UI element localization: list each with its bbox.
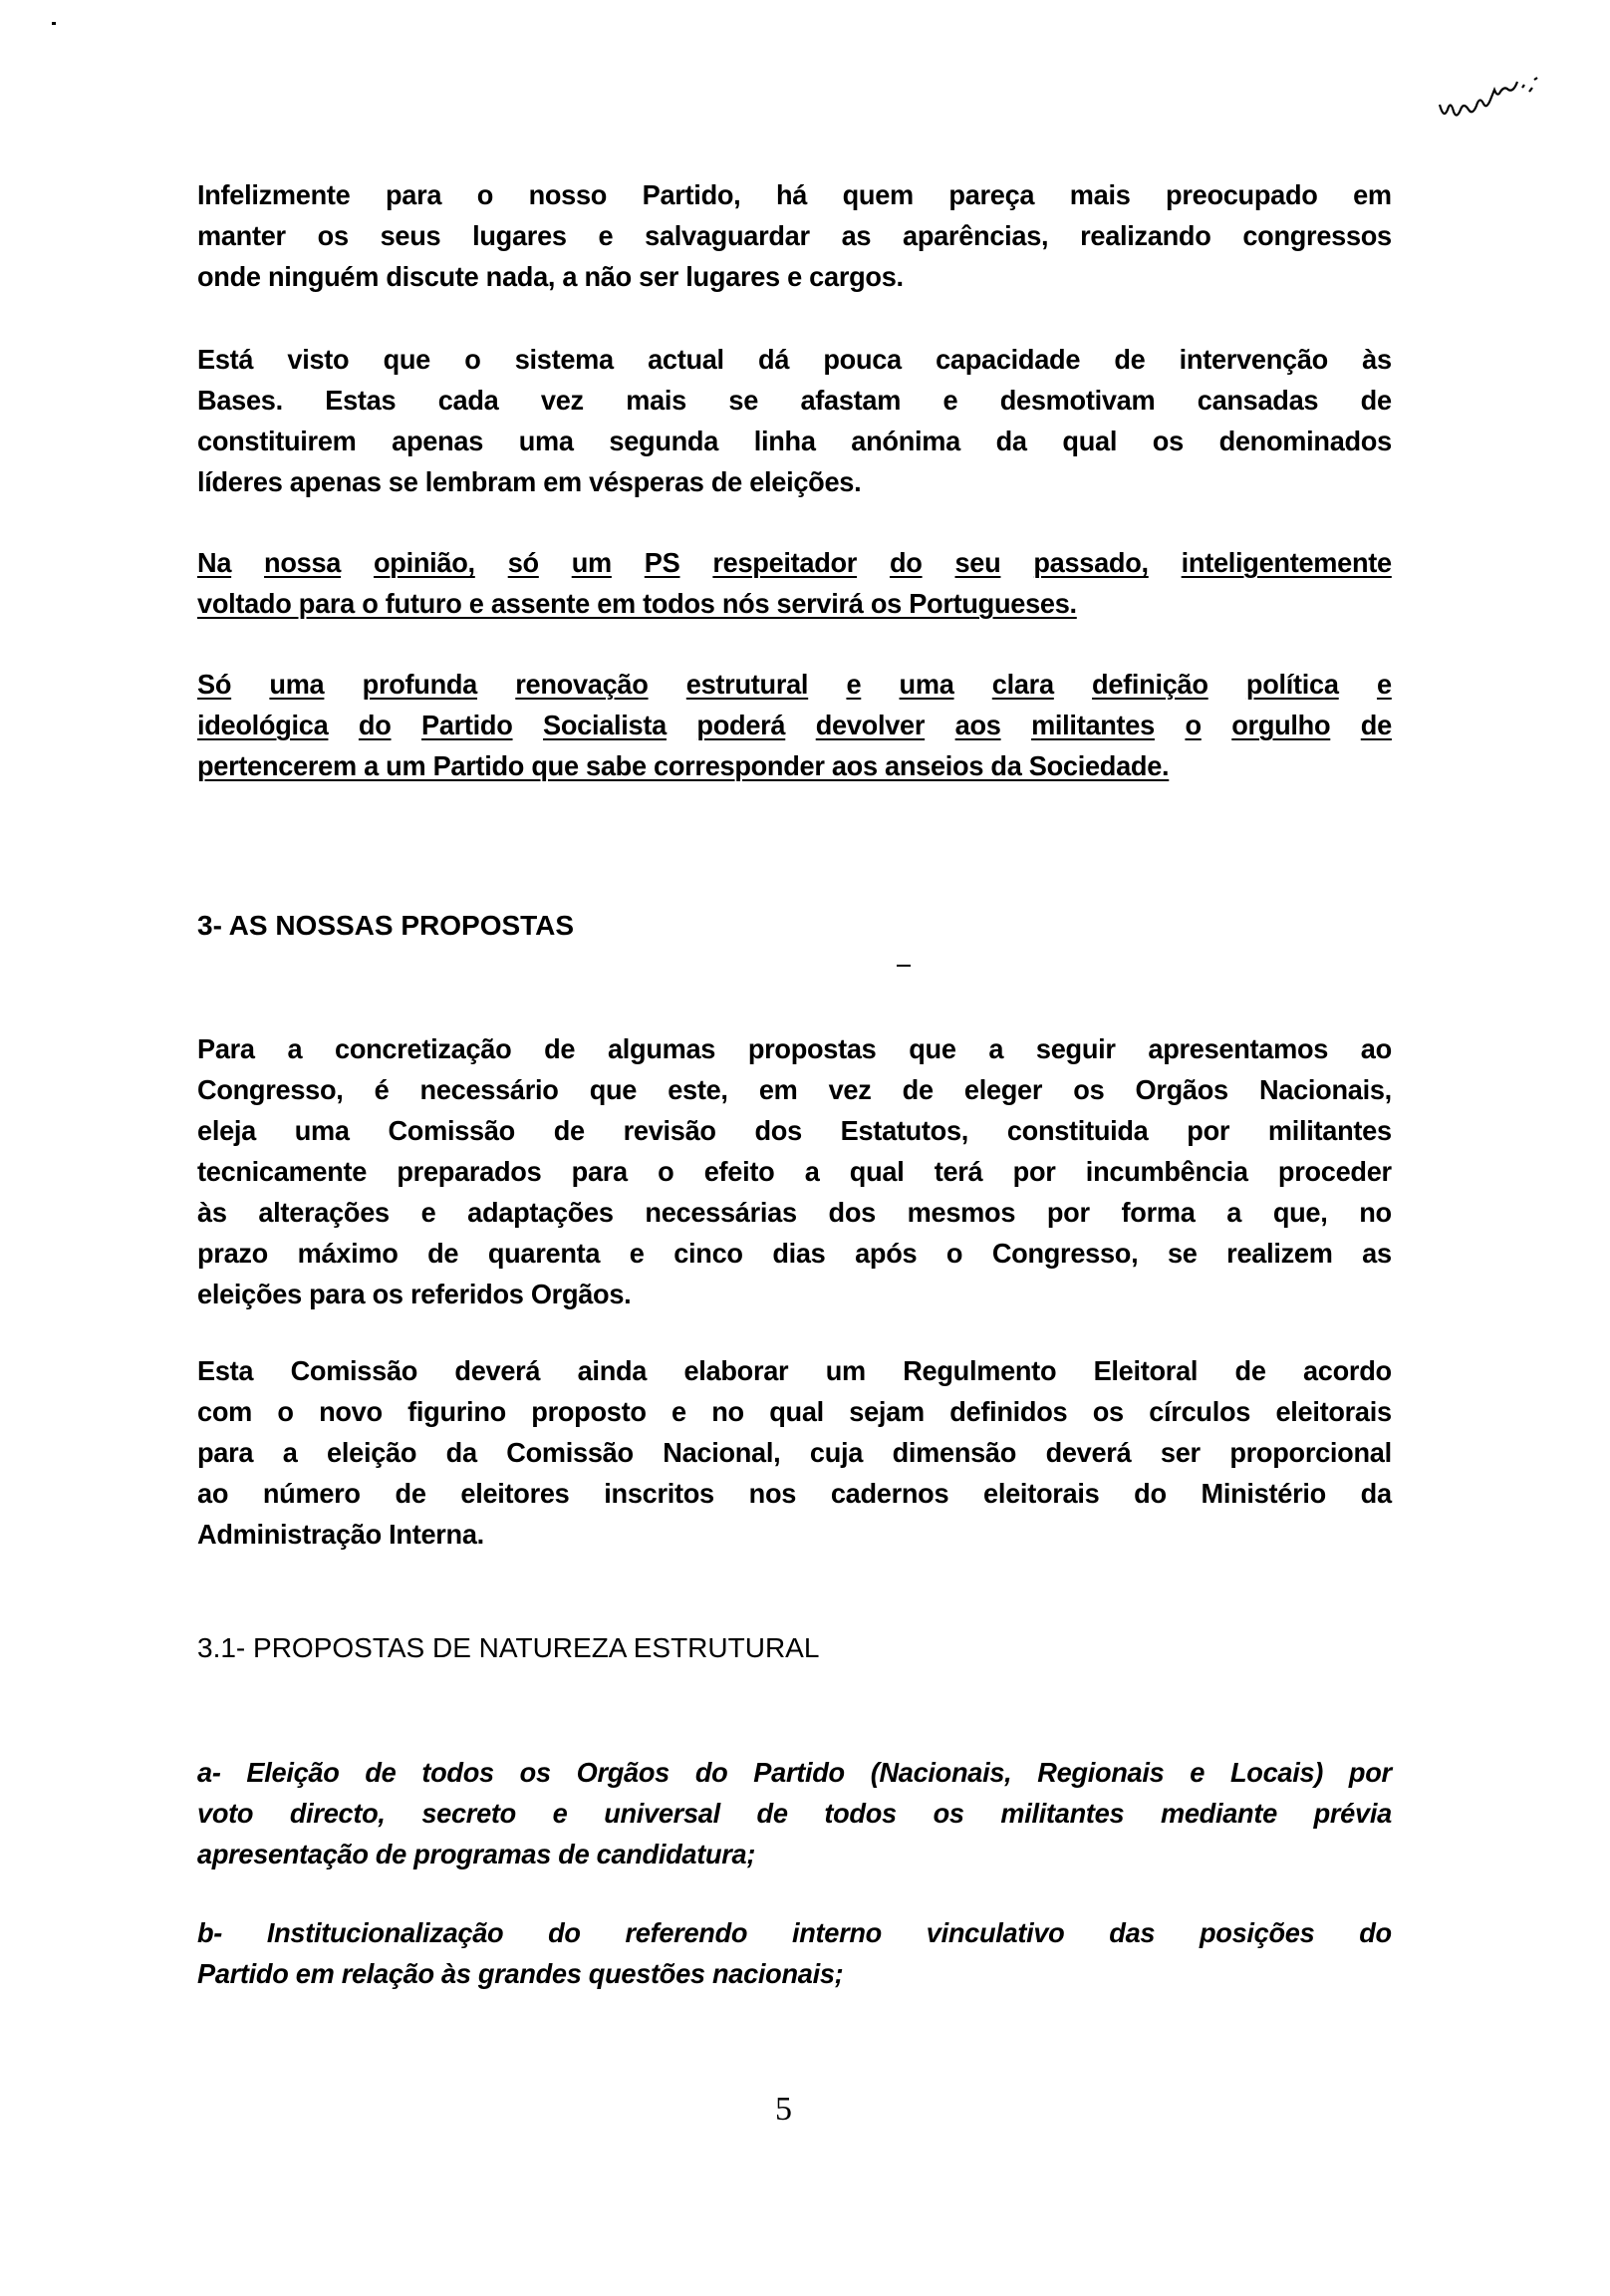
word: ao: [197, 1478, 229, 1509]
word: para: [571, 1156, 628, 1187]
word: secreto: [421, 1798, 516, 1829]
text-line: [197, 1752, 1392, 1793]
word: ideológica: [197, 710, 329, 740]
paragraph: [197, 339, 1391, 502]
word: máximo: [297, 1238, 399, 1269]
word: posições: [1200, 1917, 1315, 1948]
word: de: [427, 1238, 459, 1269]
word: alterações: [258, 1197, 390, 1228]
word: cadernos: [830, 1478, 949, 1509]
word: concretização: [335, 1033, 512, 1064]
word: os: [317, 220, 349, 251]
word: prazo: [197, 1238, 268, 1269]
text-line: [197, 1151, 1392, 1192]
word: manter: [197, 220, 286, 251]
word: do: [694, 1757, 728, 1788]
word: visto: [287, 344, 350, 375]
word: para: [197, 1437, 254, 1468]
word: desmotivam: [999, 385, 1156, 416]
text-line: [197, 1953, 1355, 1994]
word: as: [1362, 1238, 1392, 1269]
word: os: [519, 1757, 551, 1788]
text-line: [197, 583, 1355, 624]
word: referendo: [625, 1917, 748, 1948]
word: Nacional,: [663, 1437, 781, 1468]
word: revisão: [623, 1115, 716, 1146]
text-line: [197, 542, 1392, 583]
word: há: [775, 179, 808, 210]
text-line: [197, 1834, 1355, 1874]
word: o: [476, 179, 494, 210]
word: necessárias: [645, 1197, 797, 1228]
paragraph: [197, 1028, 1391, 1314]
word: de: [1114, 344, 1146, 375]
word: apenas: [392, 426, 484, 456]
word: que: [909, 1033, 956, 1064]
word: Regulmento: [903, 1355, 1057, 1386]
word: nos: [748, 1478, 797, 1509]
word: do: [1134, 1478, 1167, 1509]
word: Comissão: [388, 1115, 515, 1146]
word: dos: [754, 1115, 802, 1146]
word: dos: [828, 1197, 876, 1228]
word: Eleitoral: [1093, 1355, 1199, 1386]
paragraph: [197, 1350, 1391, 1555]
word: Congresso,: [197, 1074, 344, 1105]
word: denominados: [1218, 426, 1392, 456]
word: propostas: [747, 1033, 877, 1064]
word: é: [374, 1074, 390, 1105]
text-line: [197, 705, 1392, 745]
word: pareça: [948, 179, 1035, 210]
word: do: [548, 1917, 581, 1948]
word: uma: [294, 1115, 350, 1146]
word: a: [287, 1033, 303, 1064]
word: Congresso,: [991, 1238, 1139, 1269]
word: ainda: [577, 1355, 648, 1386]
text-line-content: voltado para o futuro e assente em todos nós servirá os Portugueses.: [197, 588, 1077, 619]
word: os: [1092, 1396, 1124, 1427]
word: estrutural: [685, 669, 809, 700]
word: e: [846, 669, 862, 700]
word: vez: [540, 385, 584, 416]
word: por: [1187, 1115, 1230, 1146]
word: respeitador: [712, 547, 858, 578]
word: militantes: [1000, 1798, 1125, 1829]
word: actual: [648, 344, 724, 375]
text-line-content: líderes apenas se lembram em vésperas de eleições.: [197, 466, 862, 497]
word: Só: [197, 669, 232, 700]
word: e: [552, 1798, 568, 1829]
word: terá: [934, 1156, 983, 1187]
word: anónima: [851, 426, 960, 456]
word: Regionais: [1037, 1757, 1165, 1788]
word: prévia: [1313, 1798, 1392, 1829]
word: nossa: [264, 547, 342, 578]
word: os: [1152, 426, 1184, 456]
word: e: [420, 1197, 436, 1228]
word: seu: [954, 547, 1001, 578]
word: seguir: [1035, 1033, 1116, 1064]
word: as: [841, 220, 872, 251]
word: devolver: [815, 710, 926, 740]
word: de: [553, 1115, 585, 1146]
word: e: [671, 1396, 686, 1427]
word: sistema: [514, 344, 614, 375]
word: elaborar: [683, 1355, 789, 1386]
word: os: [933, 1798, 964, 1829]
word: a: [1226, 1197, 1242, 1228]
section-heading-3-1: 3.1- PROPOSTAS DE NATUREZA ESTRUTURAL: [197, 1632, 820, 1663]
text-line: [197, 1473, 1392, 1514]
word: mediante: [1160, 1798, 1277, 1829]
word: militantes: [1031, 710, 1155, 740]
word: os: [1073, 1074, 1105, 1105]
word: Estatutos,: [840, 1115, 969, 1146]
word: Infelizmente: [197, 179, 351, 210]
word: todos: [824, 1798, 897, 1829]
word: das: [1109, 1917, 1156, 1948]
text-line: [197, 1192, 1392, 1233]
word: no: [1359, 1197, 1392, 1228]
word: para: [385, 179, 442, 210]
word: do: [1359, 1917, 1392, 1948]
word: da: [995, 426, 1027, 456]
word: um: [571, 547, 612, 578]
word: ser: [1160, 1437, 1201, 1468]
word: política: [1245, 669, 1339, 700]
text-line: [197, 1514, 1355, 1555]
text-line: [197, 1110, 1392, 1151]
paragraph: [197, 174, 1391, 297]
text-line: [197, 380, 1392, 421]
word: preparados: [397, 1156, 542, 1187]
word: o: [945, 1238, 963, 1269]
word: e: [629, 1238, 645, 1269]
scan-speck: [897, 965, 911, 967]
word: com: [197, 1396, 252, 1427]
word: e: [1190, 1757, 1206, 1788]
word: se: [728, 385, 759, 416]
text-line: [197, 339, 1392, 380]
word: necessário: [419, 1074, 559, 1105]
word: vez: [828, 1074, 872, 1105]
text-line-content: Administração Interna.: [197, 1519, 484, 1550]
text-line: [197, 256, 1355, 297]
word: mesmos: [907, 1197, 1016, 1228]
text-line-content: pertencerem a um Partido que sabe corresponder aos anseios da Sociedade.: [197, 750, 1170, 781]
text-line: [197, 1069, 1392, 1110]
word: Partido: [753, 1757, 845, 1788]
word: todos: [421, 1757, 494, 1788]
word: o: [464, 344, 481, 375]
word: clara: [991, 669, 1054, 700]
word: linha: [753, 426, 816, 456]
text-line-content: onde ninguém discute nada, a não ser lugares e cargos.: [197, 261, 904, 292]
word: do: [358, 710, 392, 740]
word: cinco: [673, 1238, 743, 1269]
word: salvaguardar: [645, 220, 810, 251]
word: realizando: [1080, 220, 1211, 251]
word: deverá: [454, 1355, 541, 1386]
word: PS: [644, 547, 680, 578]
word: quarenta: [487, 1238, 601, 1269]
word: qual: [849, 1156, 905, 1187]
word: o: [658, 1156, 674, 1187]
word: que: [383, 344, 430, 375]
word: em: [758, 1074, 798, 1105]
text-line: [197, 1233, 1392, 1274]
word: o: [277, 1396, 294, 1427]
word: figurino: [407, 1396, 506, 1427]
word: eleitorais: [983, 1478, 1100, 1509]
word: b-: [197, 1917, 223, 1948]
word: definidos: [949, 1396, 1068, 1427]
word: de: [395, 1478, 426, 1509]
word: sejam: [849, 1396, 925, 1427]
word: em: [1353, 179, 1392, 210]
handwritten-signature: [1435, 70, 1544, 135]
word: profunda: [362, 669, 478, 700]
word: vinculativo: [926, 1917, 1065, 1948]
word: uma: [518, 426, 574, 456]
word: por: [1012, 1156, 1056, 1187]
word: inteligentemente: [1181, 547, 1392, 578]
word: apresentamos: [1148, 1033, 1329, 1064]
word: um: [825, 1355, 866, 1386]
text-line: [197, 174, 1392, 215]
text-line: [197, 1274, 1355, 1314]
word: Eleição: [246, 1757, 340, 1788]
word: a: [988, 1033, 1004, 1064]
proposal-item: [197, 1912, 1391, 1994]
word: proposto: [531, 1396, 647, 1427]
text-line: [197, 1028, 1392, 1069]
word: intervenção: [1179, 344, 1328, 375]
word: a: [804, 1156, 820, 1187]
word: Locais): [1229, 1757, 1324, 1788]
word: proceder: [1277, 1156, 1392, 1187]
word: número: [262, 1478, 361, 1509]
text-line-content: apresentação de programas de candidatura;: [197, 1839, 756, 1869]
word: dimensão: [892, 1437, 1017, 1468]
word: realizem: [1226, 1238, 1333, 1269]
word: cada: [437, 385, 499, 416]
word: eleja: [197, 1115, 256, 1146]
word: constituida: [1006, 1115, 1149, 1146]
word: mais: [1069, 179, 1131, 210]
word: definição: [1092, 669, 1208, 700]
word: Estas: [325, 385, 397, 416]
word: este,: [668, 1074, 728, 1105]
word: aos: [954, 710, 1001, 740]
word: acordo: [1302, 1355, 1392, 1386]
word: de: [1234, 1355, 1266, 1386]
word: que,: [1272, 1197, 1328, 1228]
text-line: [197, 1912, 1392, 1953]
word: se: [1167, 1238, 1198, 1269]
word: passado,: [1033, 547, 1149, 578]
word: Partido,: [642, 179, 741, 210]
word: lugares: [472, 220, 567, 251]
word: de: [1360, 710, 1392, 740]
word: qual: [1062, 426, 1118, 456]
text-line: [197, 1432, 1392, 1473]
word: proporcional: [1229, 1437, 1392, 1468]
word: e: [1376, 669, 1392, 700]
text-line-content: eleições para os referidos Orgãos.: [197, 1279, 632, 1309]
text-line: [197, 421, 1392, 461]
word: só: [507, 547, 539, 578]
word: Bases.: [197, 385, 283, 416]
word: às: [1362, 344, 1392, 375]
scan-speck: [52, 22, 56, 25]
word: segunda: [609, 426, 719, 456]
section-heading-3: 3- AS NOSSAS PROPOSTAS: [197, 910, 575, 941]
word: Institucionalização: [266, 1917, 504, 1948]
word: renovação: [515, 669, 649, 700]
word: voto: [197, 1798, 254, 1829]
word: Socialista: [543, 710, 667, 740]
word: forma: [1121, 1197, 1196, 1228]
word: uma: [899, 669, 954, 700]
word: Partido: [421, 710, 513, 740]
word: de: [544, 1033, 576, 1064]
proposal-item: [197, 1752, 1391, 1874]
word: seus: [380, 220, 441, 251]
word: da: [445, 1437, 477, 1468]
word: qual: [769, 1396, 824, 1427]
word: Orgãos: [576, 1757, 670, 1788]
word: a-: [197, 1757, 221, 1788]
word: Para: [197, 1033, 255, 1064]
text-line: [197, 1793, 1392, 1834]
word: eleitorais: [1275, 1396, 1392, 1427]
text-line: [197, 215, 1392, 256]
word: Na: [197, 547, 232, 578]
page-number: 5: [775, 2091, 792, 2128]
word: militantes: [1267, 1115, 1392, 1146]
word: opinião,: [374, 547, 475, 578]
word: Orgãos: [1135, 1074, 1228, 1105]
word: a: [282, 1437, 298, 1468]
word: círculos: [1149, 1396, 1251, 1427]
word: dá: [758, 344, 790, 375]
word: eleitores: [460, 1478, 570, 1509]
word: por: [1046, 1197, 1090, 1228]
word: afastam: [800, 385, 902, 416]
word: orgulho: [1231, 710, 1331, 740]
word: cuja: [809, 1437, 864, 1468]
word: cansadas: [1197, 385, 1319, 416]
word: deverá: [1045, 1437, 1132, 1468]
text-line: [197, 1391, 1392, 1432]
word: pouca: [823, 344, 902, 375]
word: mais: [626, 385, 686, 416]
word: eleger: [963, 1074, 1043, 1105]
text-line: [197, 1350, 1392, 1391]
word: incumbência: [1085, 1156, 1248, 1187]
word: ao: [1360, 1033, 1392, 1064]
word: após: [855, 1238, 918, 1269]
word: (Nacionais,: [870, 1757, 1012, 1788]
word: aparências,: [903, 220, 1049, 251]
word: de: [1360, 385, 1392, 416]
word: dias: [772, 1238, 826, 1269]
word: Esta: [197, 1355, 254, 1386]
word: inscritos: [604, 1478, 714, 1509]
word: no: [711, 1396, 744, 1427]
word: interno: [791, 1917, 882, 1948]
word: poderá: [696, 710, 786, 740]
word: capacidade: [936, 344, 1081, 375]
text-line: [197, 461, 1355, 502]
word: efeito: [703, 1156, 775, 1187]
word: da: [1360, 1478, 1392, 1509]
paragraph: [197, 542, 1391, 624]
word: às: [197, 1197, 227, 1228]
word: adaptações: [467, 1197, 614, 1228]
word: por: [1348, 1757, 1392, 1788]
word: de: [756, 1798, 788, 1829]
word: e: [598, 220, 614, 251]
word: congressos: [1242, 220, 1392, 251]
word: novo: [319, 1396, 383, 1427]
word: e: [942, 385, 958, 416]
word: eleição: [327, 1437, 417, 1468]
word: nosso: [528, 179, 608, 210]
text-line: [197, 664, 1392, 705]
word: de: [902, 1074, 934, 1105]
word: quem: [842, 179, 914, 210]
word: Está: [197, 344, 254, 375]
word: de: [365, 1757, 397, 1788]
word: universal: [604, 1798, 720, 1829]
word: constituirem: [197, 426, 357, 456]
word: Comissão: [290, 1355, 418, 1386]
word: uma: [269, 669, 325, 700]
word: directo,: [289, 1798, 386, 1829]
word: o: [1185, 710, 1202, 740]
text-line-content: Partido em relação às grandes questões nacionais;: [197, 1958, 844, 1989]
word: que: [589, 1074, 638, 1105]
word: Nacionais,: [1258, 1074, 1392, 1105]
word: algumas: [607, 1033, 716, 1064]
word: preocupado: [1166, 179, 1318, 210]
word: do: [889, 547, 923, 578]
text-line: [197, 745, 1355, 786]
word: tecnicamente: [197, 1156, 368, 1187]
word: Comissão: [506, 1437, 634, 1468]
word: Ministério: [1201, 1478, 1326, 1509]
paragraph: [197, 664, 1391, 786]
